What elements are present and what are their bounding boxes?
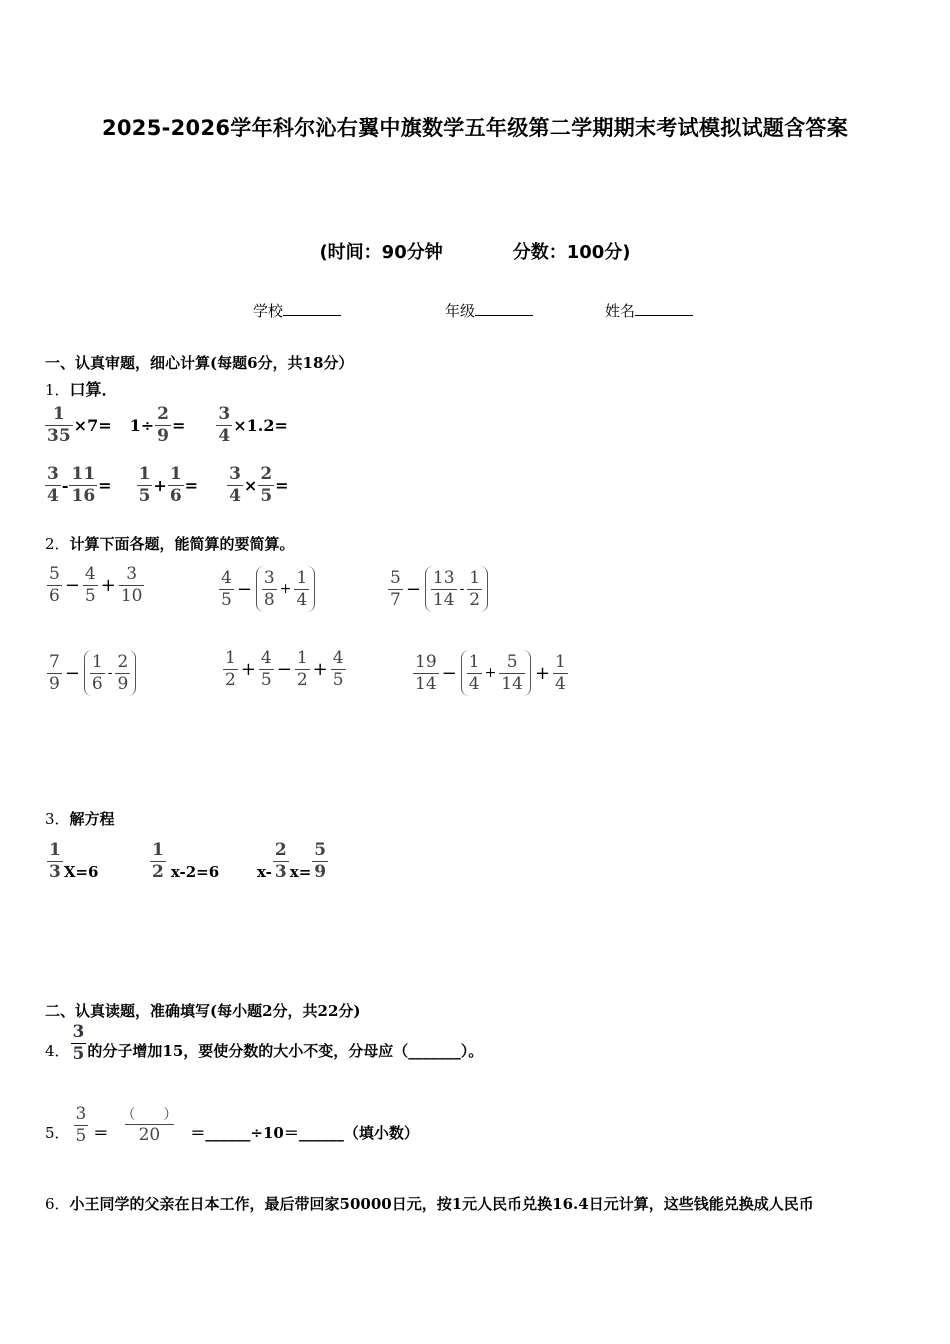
fraction: $\frac{1}{6}$ [169,464,182,506]
grade-field[interactable]: 年级 [445,300,533,321]
equation-3: x- $\frac{2}{3}$ x= $\frac{5}{9}$ [257,839,327,882]
fraction: $\frac{2}{9}$ [157,404,170,446]
question-4: 4． $\frac{3}{5}$ 的分子增加15，要使分数的大小不变，分母应（_______）。 [45,1022,484,1064]
name-field[interactable]: 姓名 [605,300,693,321]
fraction: $\frac{11}{16}$ [71,464,96,506]
exam-subtitle [0,238,950,264]
calc-expression-6: $\frac{19}{14}$ − $\frac{1}{4}$ + $\frac{5}{14}$ + $\frac{1}{4}$ [412,650,569,696]
fraction: $\frac{3}{4}$ [229,464,241,506]
name-blank[interactable] [635,301,693,316]
calc-expression-3: $\frac{5}{7}$ − $\frac{13}{14}$ - $\frac{1}{2}$ [387,566,490,612]
calc-expression-5: $\frac{1}{2}$ + $\frac{4}{5}$ − $\frac{1}{2}$ + $\frac{4}{5}$ [225,648,344,690]
equation-2: $\frac{1}{2}$ x-2=6 [152,839,220,882]
question-1: 1．口算． [45,380,118,399]
question-3: 3．解方程 [45,810,115,828]
time-label: (时间：90分钟 [319,242,443,263]
question-2: 2．计算下面各题，能简算的要简算。 [45,535,295,553]
section-2-heading: 二、认真读题，准确填写(每小题2分，共22分) [45,1002,361,1020]
grade-blank[interactable] [475,301,533,316]
calc-expression-1: $\frac{5}{6}$ − $\frac{4}{5}$ + $\frac{3}{10}$ [49,564,143,606]
oral-row-1: $\frac{1}{35}$ ×7= 1÷ $\frac{2}{9}$ = $\frac{3}{4}$ ×1.2= [47,404,288,446]
fraction: $\frac{1}{5}$ [138,464,151,506]
calc-expression-4: $\frac{7}{9}$ − $\frac{1}{6}$ - $\frac{2}{9}$ [46,650,138,696]
calc-expression-2: $\frac{4}{5}$ − $\frac{3}{8}$ + $\frac{1}{4}$ [218,566,317,612]
section-1-heading: 一、认真审题，细心计算(每题6分，共18分） [45,354,354,372]
oral-row-2: $\frac{3}{4}$ - $\frac{11}{16}$ = $\frac{1}{5}$ + $\frac{1}{6}$ = $\frac{3}{4}$ × $\frac{2}{5}$ = [47,464,289,506]
score-label: 分数：100分) [512,242,631,263]
school-field[interactable]: 学校 [253,300,341,321]
fraction: $\frac{3}{4}$ [47,464,59,506]
question-5: 5． $\frac{3}{5}$ ＝ $\frac{( )}{20}$ ＝______÷10＝______（填小数） [45,1104,419,1146]
question-6: 6．小王同学的父亲在日本工作，最后带回家50000日元，按1元人民币兑换16.4日元计算，这些钱能兑换成人民币 [45,1195,814,1213]
equation-1: $\frac{1}{3}$ X=6 [49,839,99,882]
page-title: 2025-2026学年科尔沁右翼中旗数学五年级第二学期期末考试模拟试题含答案 [101,116,848,140]
fraction: $\frac{3}{4}$ [218,404,231,446]
school-blank[interactable] [283,301,341,316]
fraction: $\frac{1}{35}$ [47,404,71,446]
fraction: $\frac{2}{5}$ [260,464,273,506]
q5-blank-fraction[interactable]: $\frac{( )}{20}$ [121,1106,178,1145]
